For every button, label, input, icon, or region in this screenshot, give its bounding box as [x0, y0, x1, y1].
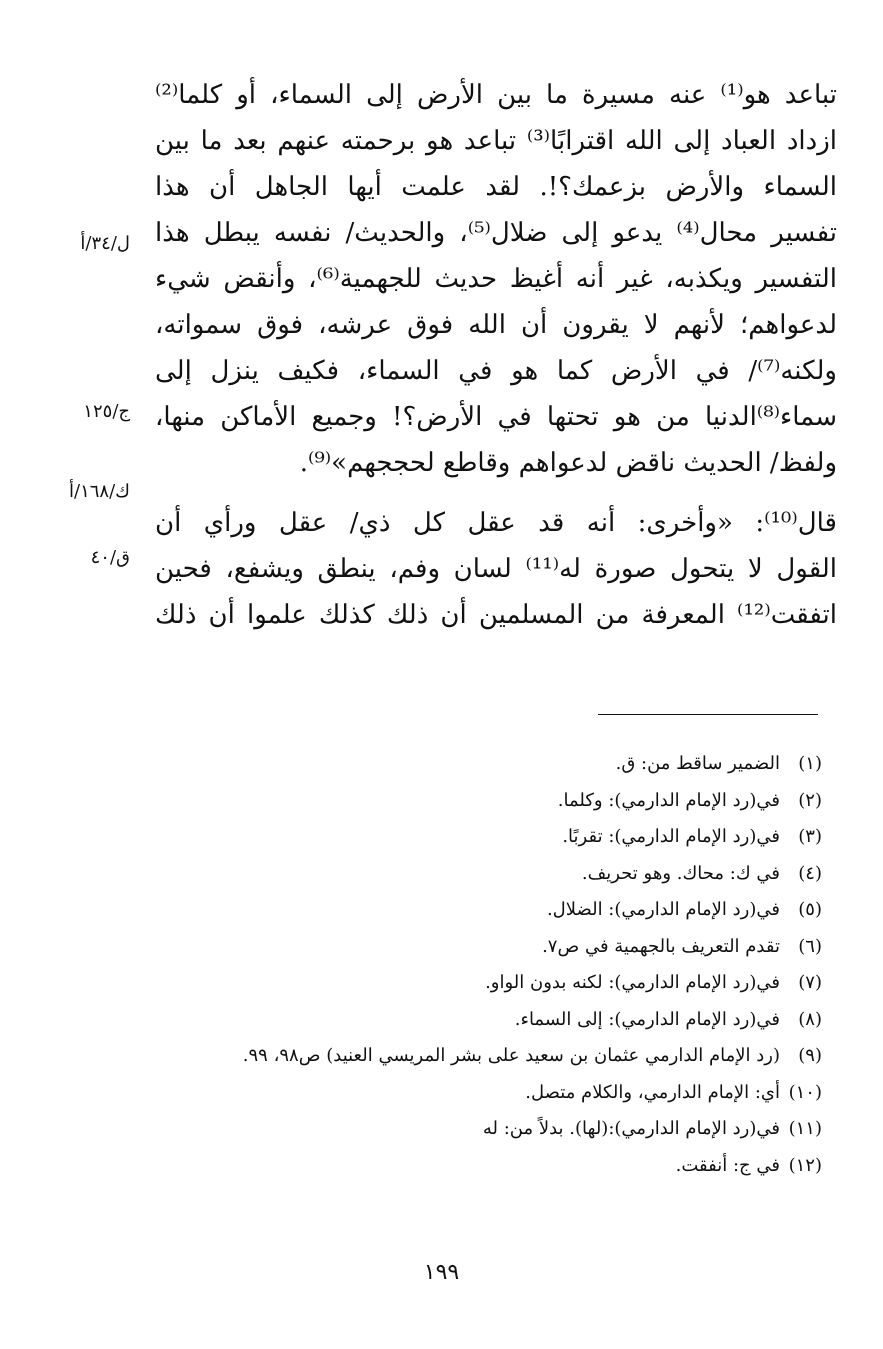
text-line: ولكنه⁽⁷⁾/ في الأرض كما هو في السماء، فكيف ينزل إلى — [155, 356, 837, 386]
footnote-number: (٤) — [798, 862, 822, 884]
footnote-text: تقدم التعريف بالجهمية في ص٧. — [542, 935, 780, 957]
text-line: تفسير محال⁽⁴⁾ يدعو إلى ضلال⁽⁵⁾، والحديث/ نفسه يبطل هذا — [155, 218, 837, 248]
footnote-text: في(رد الإمام الدارمي):(لها). بدلاً من: له — [482, 1118, 780, 1139]
footnote-text: في(رد الإمام الدارمي): لكنه بدون الواو. — [485, 972, 780, 993]
footnote — [150, 1111, 822, 1148]
main-text — [155, 72, 837, 638]
footnote-text: في(رد الإمام الدارمي): الضلال. — [546, 899, 780, 920]
text-line: تباعد هو⁽¹⁾ عنه مسيرة ما بين الأرض إلى السماء، أو كلما⁽²⁾ — [155, 80, 837, 110]
text-line: السماء والأرض بزعمك؟!. لقد علمت أيها الجاهل أن هذا — [155, 172, 837, 202]
footnote — [150, 819, 822, 856]
paragraph-gap — [155, 486, 837, 500]
text-line: قال⁽¹⁰⁾: «وأخرى: أنه قد عقل كل ذي/ عقل ورأي أن — [155, 508, 837, 538]
footnote-number: (٢) — [798, 789, 822, 811]
text-line: لدعواهم؛ لأنهم لا يقرون أن الله فوق عرشه، فوق سمواته، — [155, 310, 837, 340]
footnote-text: في(رد الإمام الدارمي): تقربًا. — [562, 826, 780, 847]
page-number: ١٩٩ — [423, 1260, 460, 1285]
footnote — [150, 1075, 822, 1112]
margin-reference: ل/٣٤/أ — [80, 233, 130, 254]
footnote — [150, 746, 822, 783]
footnote — [150, 1148, 822, 1185]
footnote — [150, 965, 822, 1002]
footnote-number: (٧) — [798, 972, 822, 993]
footnote-text: في(رد الإمام الدارمي): وكلما. — [557, 789, 780, 811]
text-line: اتفقت⁽¹²⁾ المعرفة من المسلمين أن ذلك كذلك علموا أن ذلك — [155, 600, 837, 630]
footnote-number: (٥) — [798, 899, 822, 920]
text-line: سماء⁽⁸⁾الدنيا من هو تحتها في الأرض؟! وجميع الأماكن منها، — [155, 402, 837, 432]
footnote-text: الضمير ساقط من: ق. — [615, 753, 780, 774]
margin-reference: ق/٤٠ — [90, 547, 130, 568]
footnote-number: (١) — [798, 753, 822, 774]
footnote-number: (١١) — [788, 1118, 822, 1139]
footnote — [150, 1038, 822, 1075]
footnote-number: (٨) — [798, 1008, 822, 1030]
footnote-text: (رد الإمام الدارمي عثمان بن سعيد على بشر المريسي العنيد) ص٩٨، ٩٩. — [242, 1045, 780, 1066]
footnote-text: أي: الإمام الدارمي، والكلام متصل. — [525, 1081, 780, 1103]
text-line: القول لا يتحول صورة له⁽¹¹⁾ لسان وفم، ينطق ويشفع، فحين — [155, 554, 837, 584]
footnote-text: في(رد الإمام الدارمي): إلى السماء. — [514, 1008, 780, 1030]
footnote-number: (٦) — [798, 935, 822, 957]
footnote-text: في ج: أنفقت. — [675, 1154, 780, 1176]
footnote-number: (٣) — [798, 826, 822, 847]
footnote — [150, 892, 822, 929]
footnotes — [150, 746, 822, 1184]
footnote — [150, 783, 822, 820]
text-line: ولفظ/ الحديث ناقض لدعواهم وقاطع لحججهم»⁽⁹⁾. — [299, 448, 837, 478]
footnote-number: (٩) — [798, 1045, 822, 1066]
text-line: التفسير ويكذبه، غير أنه أغيظ حديث للجهمية⁽⁶⁾، وأنقض شيء — [155, 264, 837, 294]
footnote-number: (١٢) — [788, 1154, 822, 1176]
margin-reference: ك/١٦٨/أ — [69, 481, 130, 502]
footnote — [150, 856, 822, 893]
footnote — [150, 929, 822, 966]
margin-reference: ج/١٢٥ — [83, 401, 130, 422]
footnote-text: في ك: محاك. وهو تحريف. — [581, 862, 780, 884]
footnote-number: (١٠) — [788, 1081, 822, 1103]
footnote-divider — [598, 714, 818, 715]
footnote — [150, 1002, 822, 1039]
text-line: ازداد العباد إلى الله اقترابًا⁽³⁾ تباعد هو برحمته عنهم بعد ما بين — [155, 126, 837, 156]
